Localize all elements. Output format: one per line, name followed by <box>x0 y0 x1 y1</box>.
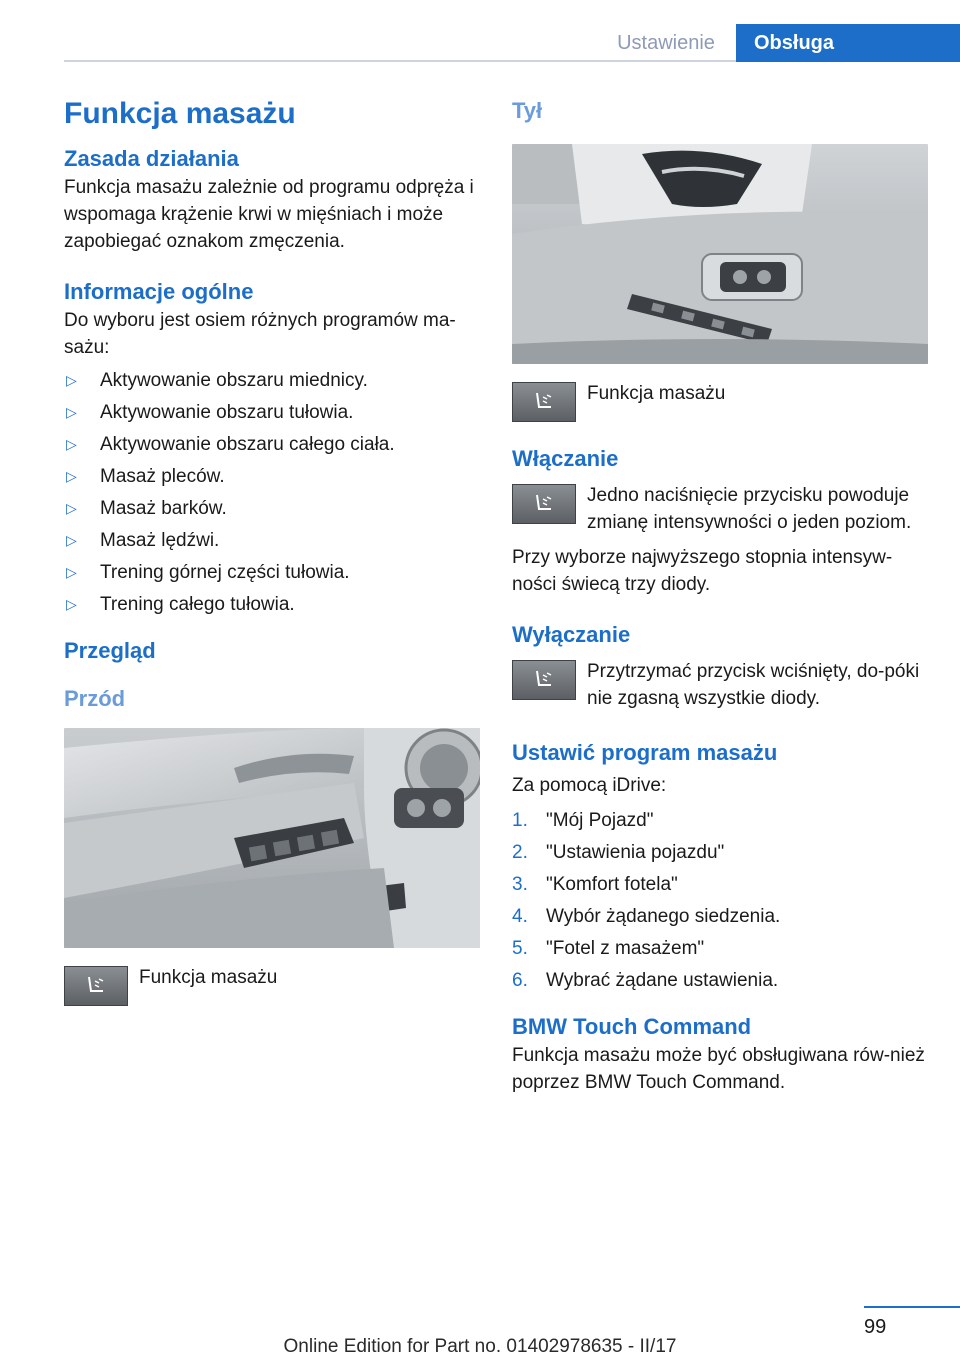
seat-massage-icon <box>512 484 576 524</box>
list-item: ▷ Trening górnej części tułowia. <box>64 559 480 586</box>
steps-list <box>512 807 928 994</box>
on-row <box>512 482 928 536</box>
list-item: 6. Wybrać żądane ustawienia. <box>512 970 779 991</box>
off-heading: Wyłączanie <box>512 622 631 647</box>
page-title: Funkcja masażu <box>64 97 296 130</box>
triangle-right-icon: ▷ <box>66 532 77 548</box>
triangle-right-icon: ▷ <box>66 404 77 420</box>
seat-massage-icon <box>512 660 576 700</box>
right-column <box>512 96 928 1096</box>
list-item: ▷ Aktywowanie obszaru miednicy. <box>64 367 480 394</box>
triangle-right-icon: ▷ <box>66 468 77 484</box>
list-item: ▷ Aktywowanie obszaru tułowia. <box>64 399 480 426</box>
front-heading: Przód <box>64 686 126 711</box>
list-item: 1. "Mój Pojazd" <box>512 810 654 831</box>
list-item: 4. Wybór żądanego siedzenia. <box>512 906 781 927</box>
list-item: 5. "Fotel z masażem" <box>512 938 705 959</box>
on-note: Przy wyborze najwyższego stopnia intensyw‐ności świecą trzy diody. <box>512 547 893 595</box>
front-caption: Funkcja masażu <box>139 967 278 988</box>
front-caption-row <box>64 964 480 1006</box>
page-number: 99 <box>864 1316 887 1338</box>
edition-note: Online Edition for Part no. 01402978635 - II/17 <box>283 1336 677 1357</box>
list-item: ▷ Trening całego tułowia. <box>64 591 480 618</box>
seat-massage-icon <box>64 966 128 1006</box>
list-item: 2. "Ustawienia pojazdu" <box>512 842 725 863</box>
list-item: ▷ Masaż lędźwi. <box>64 527 480 554</box>
off-row <box>512 658 928 712</box>
front-door-photo <box>64 728 480 948</box>
list-item: ▷ Aktywowanie obszaru całego ciała. <box>64 431 480 458</box>
general-text: Do wyboru jest osiem różnych programów ma‐sażu: <box>64 310 456 358</box>
list-item: ▷ Masaż pleców. <box>64 463 480 490</box>
rear-caption: Funkcja masażu <box>587 383 726 404</box>
general-heading: Informacje ogólne <box>64 279 254 304</box>
header-tab-chapter: Obsługa <box>736 24 960 62</box>
triangle-right-icon: ▷ <box>66 372 77 388</box>
triangle-right-icon: ▷ <box>66 564 77 580</box>
seat-massage-icon <box>512 382 576 422</box>
touch-heading: BMW Touch Command <box>512 1014 752 1039</box>
on-text: Jedno naciśnięcie przycisku powoduje zmianę intensywności o jeden poziom. <box>587 485 912 533</box>
triangle-right-icon: ▷ <box>66 596 77 612</box>
footer-rule <box>864 1306 960 1308</box>
header-tab-section: Ustawienie <box>617 31 715 54</box>
on-heading: Włączanie <box>512 446 619 471</box>
program-list <box>64 367 480 618</box>
rear-heading: Tył <box>512 98 543 123</box>
principle-text: Funkcja masażu zależnie od programu odpręża i wspomaga krążenie krwi w mięśniach i może zapobiegać oznakom zmęczenia. <box>64 177 474 252</box>
left-column <box>64 96 480 1006</box>
rear-door-photo <box>512 144 928 364</box>
principle-heading: Zasada działania <box>64 146 239 171</box>
program-intro: Za pomocą iDrive: <box>512 775 667 796</box>
program-heading: Ustawić program masażu <box>512 740 778 765</box>
touch-text: Funkcja masażu może być obsługiwana rów‐nież poprzez BMW Touch Command. <box>512 1045 925 1093</box>
off-text: Przytrzymać przycisk wciśnięty, do‐póki nie zgasną wszystkie diody. <box>587 661 920 709</box>
triangle-right-icon: ▷ <box>66 500 77 516</box>
list-item: 3. "Komfort fotela" <box>512 874 678 895</box>
overview-heading: Przegląd <box>64 638 156 663</box>
triangle-right-icon: ▷ <box>66 436 77 452</box>
list-item: ▷ Masaż barków. <box>64 495 480 522</box>
rear-caption-row <box>512 380 928 422</box>
